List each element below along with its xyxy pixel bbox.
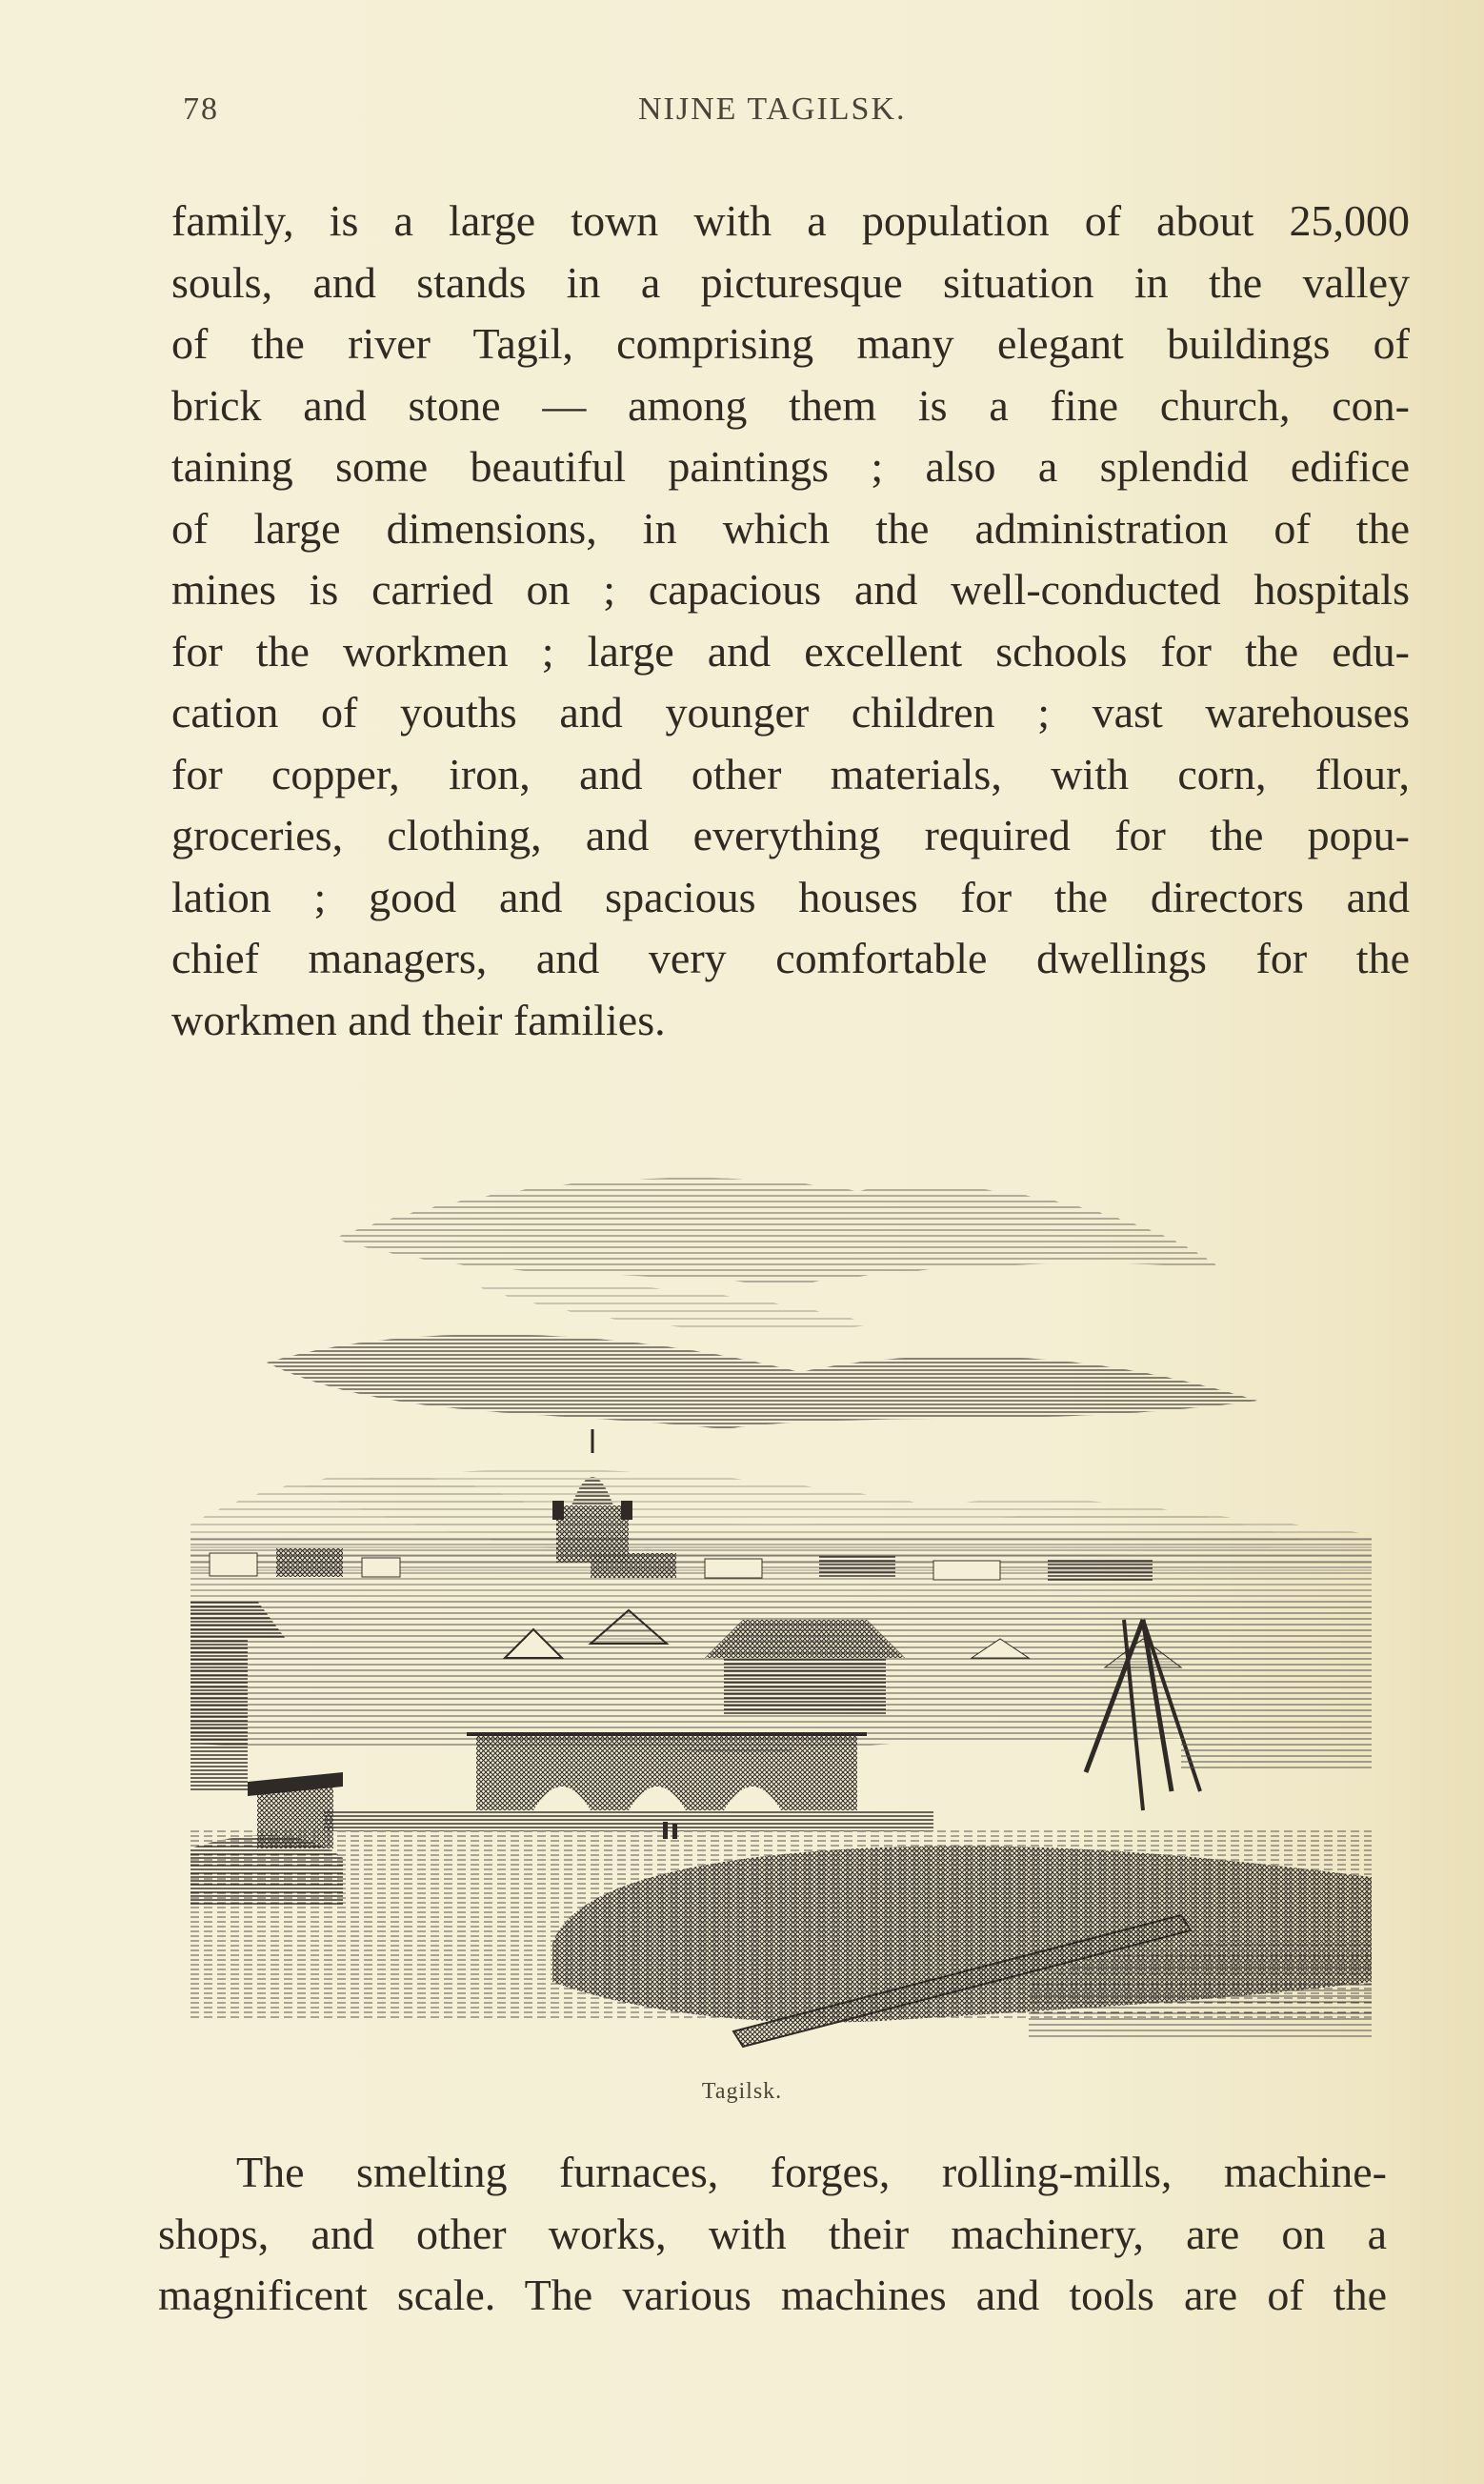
text-line: chief managers, and very comfortable dwellings for the <box>171 934 1410 982</box>
text-line: magnificent scale. The various machines and tools are of the <box>158 2271 1387 2319</box>
text-line: workmen and their families. <box>171 995 666 1044</box>
text-line: shops, and other works, with their machinery, are on a <box>158 2209 1387 2258</box>
text-line: cation of youths and younger children ; vast warehouses <box>171 688 1410 737</box>
text-line: lation ; good and spacious houses for the directors and <box>171 872 1410 921</box>
running-title: NIJNE TAGILSK. <box>638 91 907 127</box>
text-line: for copper, iron, and other materials, with corn, flour, <box>171 749 1410 798</box>
figure-caption: Tagilsk. <box>701 2079 783 2104</box>
engraving-tagilsk-landscape <box>191 1124 1372 2058</box>
text-line: souls, and stands in a picturesque situation in the valley <box>171 257 1410 307</box>
running-head <box>0 91 1484 139</box>
weir <box>324 1810 933 1831</box>
text-line: taining some beautiful paintings ; also a splendid edifice <box>171 442 1410 491</box>
text-line: brick and stone — among them is a fine church, con- <box>171 380 1410 430</box>
town-buildings <box>191 1534 1372 1601</box>
text-line: for the workmen ; large and excellent schools for the edu- <box>171 626 1410 676</box>
text-line: of the river Tagil, comprising many elegant buildings of <box>171 319 1410 368</box>
text-line: groceries, clothing, and everything required for the popu- <box>171 811 1410 859</box>
page-number: 78 <box>183 91 219 127</box>
text-line: family, is a large town with a population of about 25,000 <box>171 196 1410 245</box>
text-line: mines is carried on ; capacious and well-conducted hospitals <box>171 565 1410 614</box>
stone-bridge <box>467 1734 867 1810</box>
paragraph-2 <box>158 2142 1387 2327</box>
text-line: The smelting furnaces, forges, rolling-mills, machine- <box>236 2148 1387 2196</box>
paragraph-1 <box>171 191 1410 1051</box>
text-line: of large dimensions, in which the administration of the <box>171 503 1410 553</box>
